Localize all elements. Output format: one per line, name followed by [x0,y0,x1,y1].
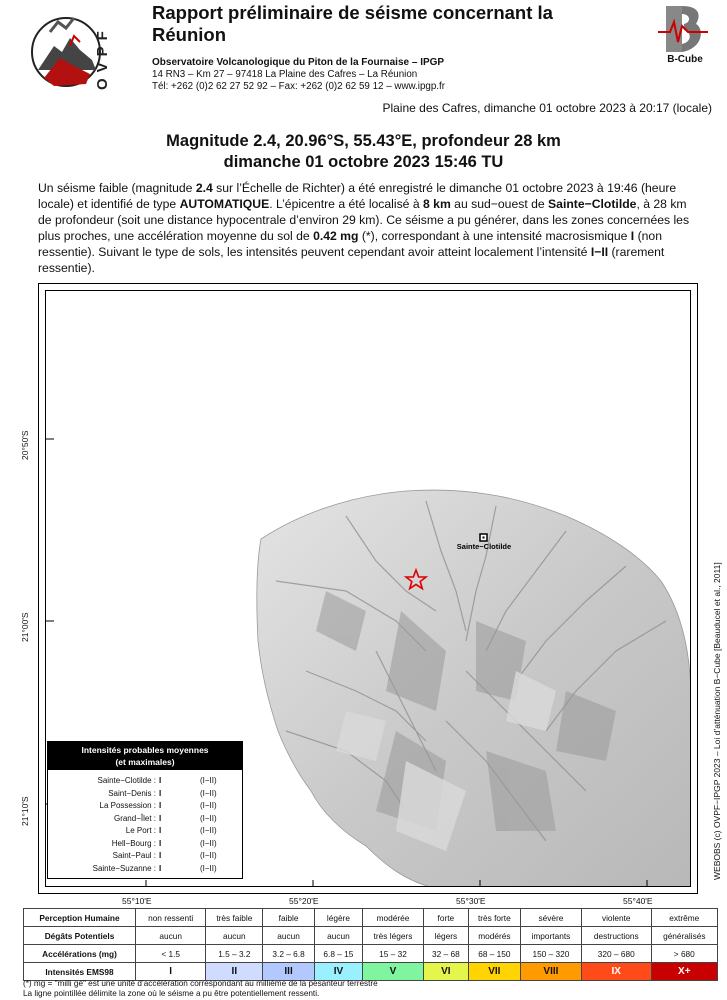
intensity-max: (I−II) [200,801,217,810]
ems-level-cell: I [136,963,206,981]
ems-level-cell: IX [581,963,651,981]
acceleration-cell: 320 – 680 [581,945,651,963]
lon-label-55-30: 55°30'E [456,896,486,906]
intensity-value: I [630,229,635,243]
magnitude-value: 2.4 [195,181,213,195]
ems-level-cell: III [263,963,315,981]
damage-cell: aucun [263,927,315,945]
perception-cell: légère [314,909,362,927]
lat-label-21-10: 21°10'S [20,796,30,826]
damage-cell: généralisés [651,927,717,945]
footnote-dotted-line: La ligne pointillée délimite la zone où le séisme a pu être potentiellement ressenti. [23,989,320,998]
lat-label-21-00: 21°00'S [20,612,30,642]
bcube-logo-label: B-Cube [667,54,703,65]
intensity-scale-table [23,908,718,981]
acceleration-cell: 1.5 – 3.2 [206,945,263,963]
lon-label-55-40: 55°40'E [623,896,653,906]
intensity-mean: I [159,838,162,848]
acceleration-cell: 68 – 150 [468,945,520,963]
observatory-address: 14 RN3 – Km 27 – 97418 La Plaine des Cafres – La Réunion [152,69,418,80]
ems-level-cell: IV [314,963,362,981]
intensity-mean: I [159,788,162,798]
ovpf-logo [30,8,140,98]
report-date: Plaine des Cafres, dimanche 01 octobre 2023 à 20:17 (locale) [382,101,712,115]
intensity-row [48,864,242,874]
damage-cell: très légers [363,927,424,945]
intensity-row [48,801,242,811]
damage-row: Dégâts Potentiels aucun aucun aucun aucun très légers légers modérés importants destructions généralisés [24,927,718,945]
ems-level-cell: V [363,963,424,981]
footnote-mg: (*) mg = "milli gé" est une unité d’accélération correspondant au millième de la pesanteur terrestre [23,979,378,988]
intensity-max: (I−II) [200,776,217,785]
damage-cell: aucun [314,927,362,945]
ems-row: Intensités EMS98 I II III IV V VI VII VIII IX X+ [24,963,718,981]
lon-label-55-20: 55°20'E [289,896,319,906]
intensity-legend [47,741,243,879]
perception-cell: faible [263,909,315,927]
report-title: Rapport préliminaire de séisme concernant la Réunion [152,2,553,45]
intensity-legend-title: Intensités probables moyennes (et maximales) [48,742,242,770]
intensity-max: (I−II) [200,813,217,823]
intensity-max: (I−II) [200,788,217,798]
intensity-max: (I−II) [200,826,217,835]
ems-level-cell: VII [468,963,520,981]
intensity-city: Hell−Bourg : [111,838,156,848]
perception-cell: modérée [363,909,424,927]
event-summary [0,131,727,173]
perception-row: Perception Humaine non ressenti très faible faible légère modérée forte très forte sévère violente extrême [24,909,718,927]
perception-cell: extrême [651,909,717,927]
lat-label-20-50: 20°50'S [20,430,30,460]
observatory-contact: Tél: +262 (0)2 62 27 52 92 – Fax: +262 (0)2 62 59 12 – www.ipgp.fr [152,81,446,92]
intensity-city: Saint−Denis : [108,788,156,798]
intensity-row [48,826,242,836]
damage-cell: aucun [206,927,263,945]
intensity-max: (I−II) [200,838,217,848]
damage-cell: aucun [136,927,206,945]
ems-level-cell: VIII [520,963,581,981]
intensity-city: Sainte−Clotilde : [97,776,156,785]
acceleration-cell: 3.2 – 6.8 [263,945,315,963]
intensity-row [48,839,242,849]
map-credit: WEBOBS (c) OVPF−IPGP 2023 – Loi d’atténuation B−Cube [Beauducel et al., 2011] [712,562,722,880]
intensity-city: Saint−Paul : [112,851,156,860]
intensity-row [48,776,242,786]
perception-cell: sévère [520,909,581,927]
intensity-mean: I [159,813,162,823]
event-type: AUTOMATIQUE [179,197,270,211]
damage-cell: importants [520,927,581,945]
intensity-max-value: I−II [590,245,609,259]
intensity-max: (I−II) [200,851,217,860]
perception-cell: non ressenti [136,909,206,927]
bcube-logo [652,2,714,68]
perception-cell: très faible [206,909,263,927]
ovpf-logo-letters: OVPF [94,25,111,90]
acceleration-cell: 32 – 68 [423,945,468,963]
intensity-mean: I [159,863,162,873]
ems-level-cell: VI [423,963,468,981]
event-summary-line1: Magnitude 2.4, 20.96°S, 55.43°E, profondeur 28 km [166,132,561,150]
intensity-city: Sainte−Suzanne : [92,863,156,873]
perception-cell: violente [581,909,651,927]
intensity-mean: I [159,851,162,860]
intensity-mean: I [159,826,162,835]
intensity-row [48,789,242,799]
damage-cell: destructions [581,927,651,945]
intensity-row [48,814,242,824]
intensity-city: Grand−Îlet : [113,813,156,823]
acceleration-cell: 6.8 – 15 [314,945,362,963]
lon-label-55-10: 55°10'E [122,896,152,906]
ems-level-cell: II [206,963,263,981]
event-summary-line2: dimanche 01 octobre 2023 15:46 TU [223,153,504,171]
intensity-row [48,851,242,861]
reference-city: Sainte−Clotilde [548,197,637,211]
intensity-city: La Possession : [99,801,156,810]
damage-cell: modérés [468,927,520,945]
intensity-mean: I [159,776,162,785]
acceleration-cell: > 680 [651,945,717,963]
observatory-name: Observatoire Volcanologique du Piton de la Fournaise – IPGP [152,57,445,68]
perception-cell: forte [423,909,468,927]
acceleration-row: Accélérations (mg) < 1.5 1.5 – 3.2 3.2 – 6.8 6.8 – 15 15 – 32 32 – 68 68 – 150 150 – 320 320 – 680 > 680 [24,945,718,963]
perception-cell: très forte [468,909,520,927]
damage-cell: légers [423,927,468,945]
city-label: Sainte−Clotilde [456,542,512,551]
ems-level-cell: X+ [651,963,717,981]
acceleration-cell: 150 – 320 [520,945,581,963]
intensity-mean: I [159,801,162,810]
acceleration-cell: 15 – 32 [363,945,424,963]
intensity-city: Le Port : [125,826,156,835]
epicenter-distance: 8 km [423,197,451,211]
acceleration-value: 0.42 mg [313,229,359,243]
acceleration-cell: < 1.5 [136,945,206,963]
event-description: Un séisme faible (magnitude 2.4 sur l’Échelle de Richter) a été enregistré le dimanche 01 octobre 2023 à 19:46 (heure locale) et identifié de type AUTOMATIQUE. L’épicentre a été localisé à 8 km au sud−ouest de Sainte−Clotilde, à 28 km de profondeur (soit une distance hypocentrale d’environ 29 km). Ce séisme a pu générer, dans les zones concernées les plus proches, une accélération moyenne du sol de 0.42 mg (*), correspondant à une intensité macrosismique I (non ressentie). Suivant le type de sols, les intensités peuvent cependant avoir atteint localement l’intensité I−II (rarement ressentie). [38,181,690,275]
intensity-max: (I−II) [200,863,217,873]
